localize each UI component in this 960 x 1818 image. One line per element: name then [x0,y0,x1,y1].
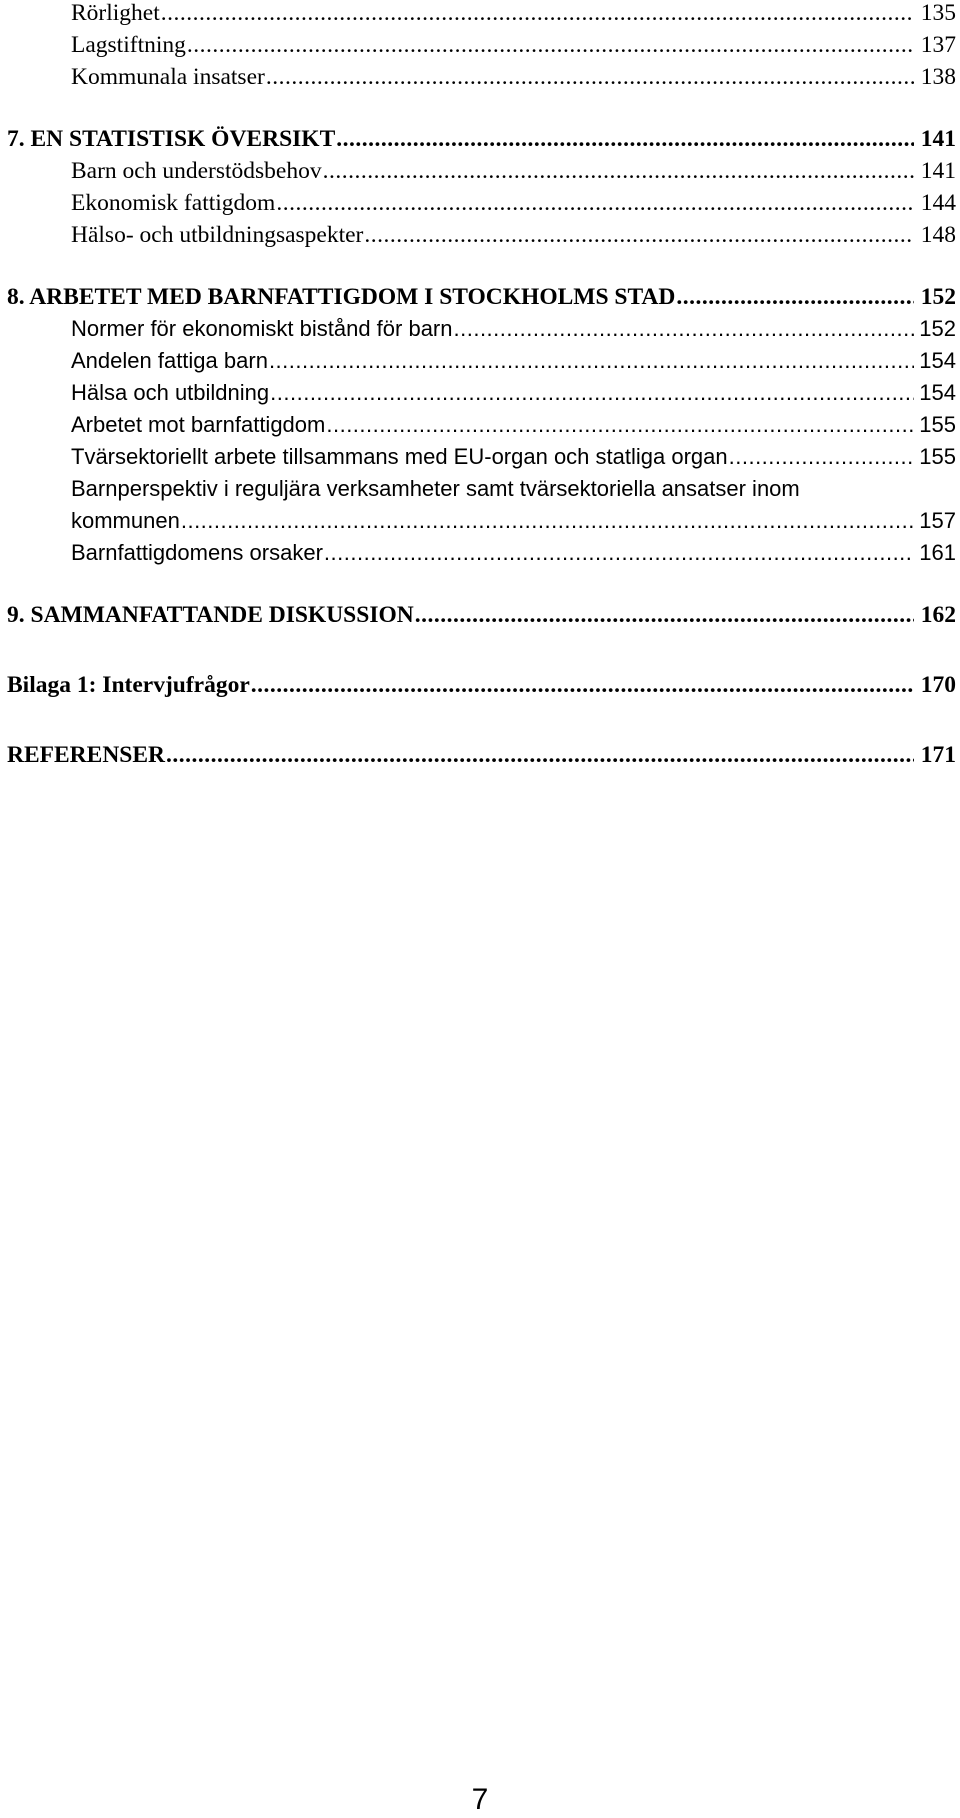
dot-leader [187,29,914,61]
toc-entry[interactable] [7,537,956,569]
table-of-contents [7,0,956,771]
toc-entry[interactable] [7,345,956,377]
toc-references-page: 171 [920,742,956,768]
toc-appendix-page: 170 [920,672,956,698]
toc-entry-page: 148 [920,222,956,248]
toc-entry[interactable] [7,187,956,219]
toc-section-heading[interactable] [7,123,956,155]
toc-entry-label: Lagstiftning [71,32,186,58]
toc-entry-page: 155 [919,412,956,437]
dot-leader [269,345,914,377]
toc-entry-page: 138 [920,64,956,90]
toc-section-label: 7. EN STATISTISK ÖVERSIKT [7,126,336,152]
toc-section-heading[interactable] [7,599,956,631]
dot-leader [276,187,914,219]
toc-section-label: 8. ARBETET MED BARNFATTIGDOM I STOCKHOLMS STAD [7,284,676,310]
toc-entry[interactable] [7,409,956,441]
dot-leader [336,123,914,155]
toc-entry-page: 135 [920,0,956,26]
dot-leader [270,377,914,409]
toc-entry-page: 152 [919,316,956,341]
dot-leader [364,219,914,251]
dot-leader [729,441,914,473]
dot-leader [324,537,914,569]
toc-entry-label: Barnfattigdomens orsaker [71,540,323,565]
toc-entry-label: Hälsa och utbildning [71,380,270,405]
toc-entry-label: Rörlighet [71,0,160,26]
toc-section-page: 152 [920,284,956,310]
toc-appendix-entry[interactable] [7,669,956,701]
toc-entry-page: 141 [920,158,956,184]
toc-entry[interactable] [7,61,956,93]
toc-section-page: 162 [920,602,956,628]
toc-appendix-label: Bilaga 1: Intervjufrågor [7,672,250,698]
toc-entry[interactable] [7,441,956,473]
toc-entry-page: 157 [919,508,956,533]
toc-entry-page: 137 [920,32,956,58]
toc-entry[interactable] [7,313,956,345]
toc-entry-label: kommunen [71,508,180,533]
toc-references-entry[interactable] [7,739,956,771]
toc-entry-page: 144 [920,190,956,216]
dot-leader [323,155,914,187]
dot-leader [415,599,914,631]
dot-leader [266,61,914,93]
dot-leader [181,505,914,537]
toc-entry-label: Barn och understödsbehov [71,158,322,184]
toc-entry-page: 161 [919,540,956,565]
dot-leader [161,0,914,29]
toc-entry-page: 154 [919,348,956,373]
toc-entry[interactable] [7,0,956,29]
toc-references-label: REFERENSER [7,742,166,768]
toc-entry-label: Andelen fattiga barn [71,348,268,373]
dot-leader [676,281,914,313]
dot-leader [251,669,914,701]
dot-leader [454,313,915,345]
toc-entry-label: Ekonomisk fattigdom [71,190,276,216]
toc-entry-page: 154 [919,380,956,405]
toc-section-heading[interactable] [7,281,956,313]
toc-entry[interactable] [7,219,956,251]
page-number: 7 [471,1783,489,1816]
toc-entry-label: Normer för ekonomiskt bistånd för barn [71,316,453,341]
toc-entry[interactable] [7,505,956,537]
toc-section-page: 141 [920,126,956,152]
toc-entry-page: 155 [919,444,956,469]
toc-entry[interactable] [7,155,956,187]
dot-leader [166,739,914,771]
dot-leader [326,409,914,441]
toc-section-label: 9. SAMMANFATTANDE DISKUSSION [7,602,414,628]
toc-entry-label: Kommunala insatser [71,64,265,90]
toc-entry[interactable] [7,377,956,409]
toc-entry[interactable] [7,29,956,61]
toc-entry-label: Hälso- och utbildningsaspekter [71,222,364,248]
toc-entry-label: Arbetet mot barnfattigdom [71,412,326,437]
toc-entry-wrapped-line[interactable]: Barnperspektiv i reguljära verksamheter samt tvärsektoriella ansatser inom [71,476,800,501]
toc-entry-label: Tvärsektoriellt arbete tillsammans med EU-organ och statliga organ [71,444,728,469]
